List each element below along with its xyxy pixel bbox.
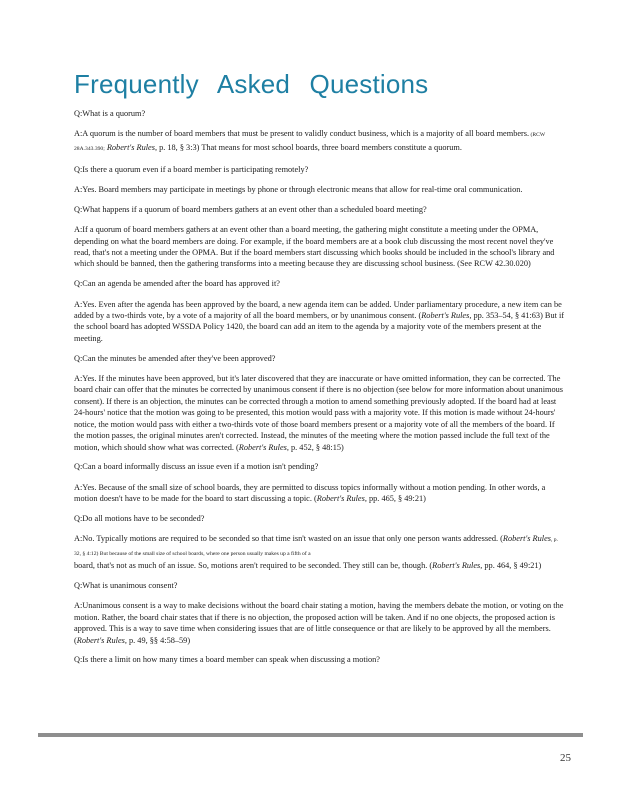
footer-rule (38, 733, 583, 737)
faq-answer: A:Yes. If the minutes have been approved, but it's later discovered that they are inaccurate or have omitted information, they can be corrected. The board chair can offer that the minutes be corrected by unanimous consent if there is no objection (see below for more information about unanimous consent). If there is an objection, the minutes can be corrected through a motion to amend something previously adopted. If the board had at least 24-hours' notice that the motion was going to be presented, this motion would pass with a majority vote. If this motion is made without 24-hours' notice, the motion would pass with either a two-thirds vote of those board members present or a majority vote of all the members of the board. If the motion passes, the original minutes aren't corrected. Instead, the minutes of the meeting where the motion passed include the full text of the motion, which should show what was corrected. (Robert's Rules, p. 452, § 48:15) (74, 374, 563, 452)
page-title: Frequently Asked Questions (74, 69, 429, 99)
faq-question: Q:Can a board informally discuss an issue even if a motion isn't pending? (74, 462, 319, 472)
faq-content (74, 108, 566, 675)
faq-question: Q:Is there a limit on how many times a board member can speak when discussing a motion? (74, 655, 380, 665)
faq-answer: A:Yes. Because of the small size of school boards, they are permitted to discuss topics informally without a motion pending. In other words, a motion doesn't have to be made for the board to start discussing a topic. (Robert's Rules, pp. 465, § 49:21) (74, 482, 546, 504)
faq-question: Q:Is there a quorum even if a board member is participating remotely? (74, 164, 309, 174)
faq-answer: A:A quorum is the number of board members that must be present to validly conduct business, which is a majority of all board members. (RCW 28A.343.390; Robert's Rules, p. 18, § 3:3) That means for most school boards, three board members constitute a quorum. (74, 129, 545, 152)
faq-answer: A:If a quorum of board members gathers at an event other than a board meeting, the gathering might constitute a meeting under the OPMA, depending on what the board members are doing. For example, if the board members are at a book club discussing the most recent novel they've read, that's not a meeting under the OPMA. But if the board members start discussing which books should be included in the school's library and which should be banned, then the gathering transforms into a meeting because they are discussing school business. (See RCW 42.30.020) (74, 225, 555, 269)
page-number: 25 (560, 752, 571, 764)
faq-answer: A:Yes. Even after the agenda has been approved by the board, a new agenda item can be added. Under parliamentary procedure, a new item can be added by a two-thirds vote, by a vote of a majority of all the board members, or by unanimous consent. (Robert's Rules, pp. 353–54, § 41:63) But if the school board has adopted WSSDA Policy 1420, the board can add an item to the agenda by a majority vote of the members present at the meeting. (74, 299, 565, 343)
faq-answer: A:No. Typically motions are required to be seconded so that time isn't wasted on an issue that only one person wants addressed. (Robert's Rules, p. 32, § 4:12) But because of the small size of school boards, where one person usually makes up a fifth of a board, that's not as much of an issue. So, motions aren't required to be seconded. They still can be, though. (Robert's Rules, pp. 464, § 49:21) (74, 534, 558, 571)
faq-answer: A:Yes. Board members may participate in meetings by phone or through electronic means that allow for real-time oral communication. (74, 185, 523, 195)
faq-question: Q:Do all motions have to be seconded? (74, 513, 205, 523)
faq-question: Q:What is unanimous consent? (74, 580, 178, 590)
faq-answer: A:Unanimous consent is a way to make decisions without the board chair stating a motion, having the members debate the motion, or voting on the motion. Rather, the board chair states that if there is no objection, the proposed action will be taken. And if no one objects, the proposed action is approved. This is a way to save time when considering issues that are of little consequence or that are likely to be approved by all the members. (Robert's Rules, p. 49, §§ 4:58–59) (74, 601, 564, 645)
faq-question: Q:Can the minutes be amended after they've been approved? (74, 353, 276, 363)
faq-question: Q:What happens if a quorum of board members gathers at an event other than a scheduled board meeting? (74, 204, 427, 214)
faq-question: Q:What is a quorum? (74, 109, 146, 118)
faq-question: Q:Can an agenda be amended after the board has approved it? (74, 279, 280, 289)
